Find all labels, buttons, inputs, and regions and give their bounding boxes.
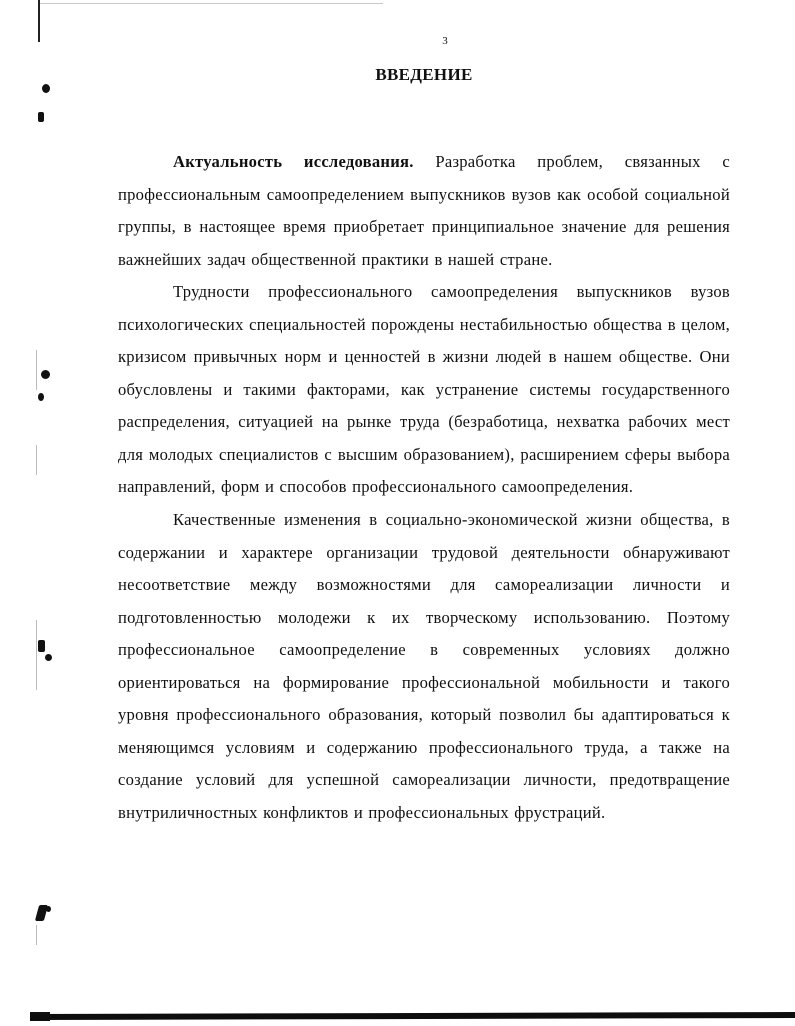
scan-edge-mark xyxy=(36,925,37,945)
scan-edge-top xyxy=(38,3,383,4)
scan-speck xyxy=(38,393,44,401)
scan-speck xyxy=(45,654,52,661)
paragraph-difficulties xyxy=(118,276,730,504)
scan-edge-mark xyxy=(36,445,37,475)
page-number: 3 xyxy=(442,35,448,47)
paragraph-text: Качественные изменения в социально-экономической жизни общества, в содержании и характере организации трудовой деятельности обнаруживают несоответствие между возможностями для самореализации личности и подготовленностью молодежи к их творческому использованию. Поэтому профессиональное самоопределение в современных условиях должно ориентироваться на формирование профессиональной мобильности и такого уровня профессионального образования, который позволил бы адаптироваться к меняющимся условиям и содержанию профессионального труда, а также на создание условий для успешной самореализации личности, предотвращение внутриличностных конфликтов и профессиональных фрустраций. xyxy=(118,510,730,822)
scan-speck xyxy=(42,84,50,93)
paragraph-text: Трудности профессионального самоопределения выпускников вузов психологических специальностей порождены нестабильностью общества в целом, кризисом привычных норм и ценностей в жизни людей в нашем обществе. Они обусловлены и такими факторами, как устранение системы государственного распределения, ситуацией на рынке труда (безработица, нехватка рабочих мест для молодых специалистов с высшим образованием), расширением сферы выбора направлений, форм и способов профессионального самоопределения. xyxy=(118,282,730,497)
scan-speck xyxy=(38,112,44,122)
scan-edge-mark xyxy=(36,620,37,690)
scan-speck xyxy=(38,640,45,652)
paragraph-text: Разработка проблем, связанных с профессиональным самоопределением выпускников вузов как особой социальной группы, в настоящее время приобретает принципиальное значение для решения важнейших задач общественной практики в нашей стране. xyxy=(118,152,730,269)
paragraph-relevance xyxy=(118,146,730,276)
body-text xyxy=(118,146,730,829)
scan-edge-bottom xyxy=(30,1012,795,1020)
paragraph-changes xyxy=(118,504,730,829)
section-heading: ВВЕДЕНИЕ xyxy=(375,65,473,84)
paragraph-lead: Актуальность исследования. xyxy=(173,152,414,171)
scan-edge-left xyxy=(38,0,40,42)
scan-speck xyxy=(41,370,50,379)
scan-edge-mark xyxy=(36,350,37,390)
scan-speck xyxy=(46,906,51,912)
